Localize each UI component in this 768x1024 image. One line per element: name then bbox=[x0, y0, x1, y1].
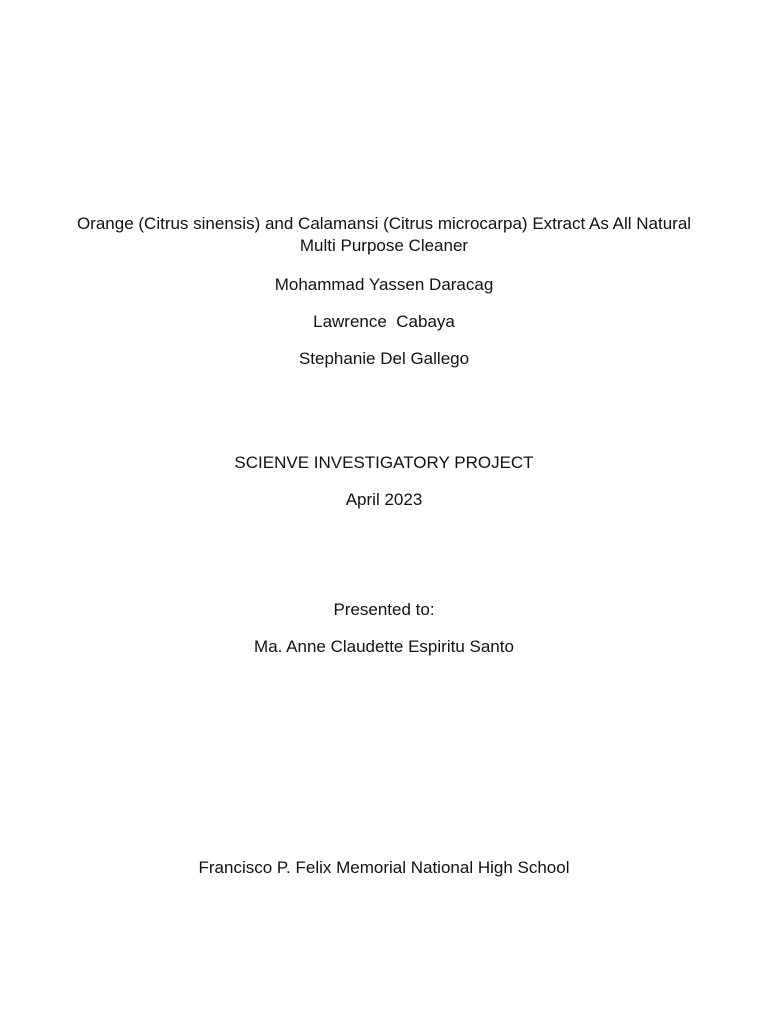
document-title: Orange (Citrus sinensis) and Calamansi (Citrus microcarpa) Extract As All Natural Multi Purpose Cleaner bbox=[76, 214, 696, 255]
author-name: Stephanie Del Gallego bbox=[298, 349, 470, 368]
document-date: April 2023 bbox=[345, 490, 423, 509]
school-name: Francisco P. Felix Memorial National High School bbox=[198, 858, 570, 877]
presented-to-label: Presented to: bbox=[333, 600, 435, 619]
author-name: Mohammad Yassen Daracag bbox=[274, 275, 494, 294]
teacher-name: Ma. Anne Claudette Espiritu Santo bbox=[254, 637, 514, 656]
author-name: Lawrence Cabaya bbox=[313, 312, 455, 331]
project-type: SCIENVE INVESTIGATORY PROJECT bbox=[234, 453, 534, 472]
